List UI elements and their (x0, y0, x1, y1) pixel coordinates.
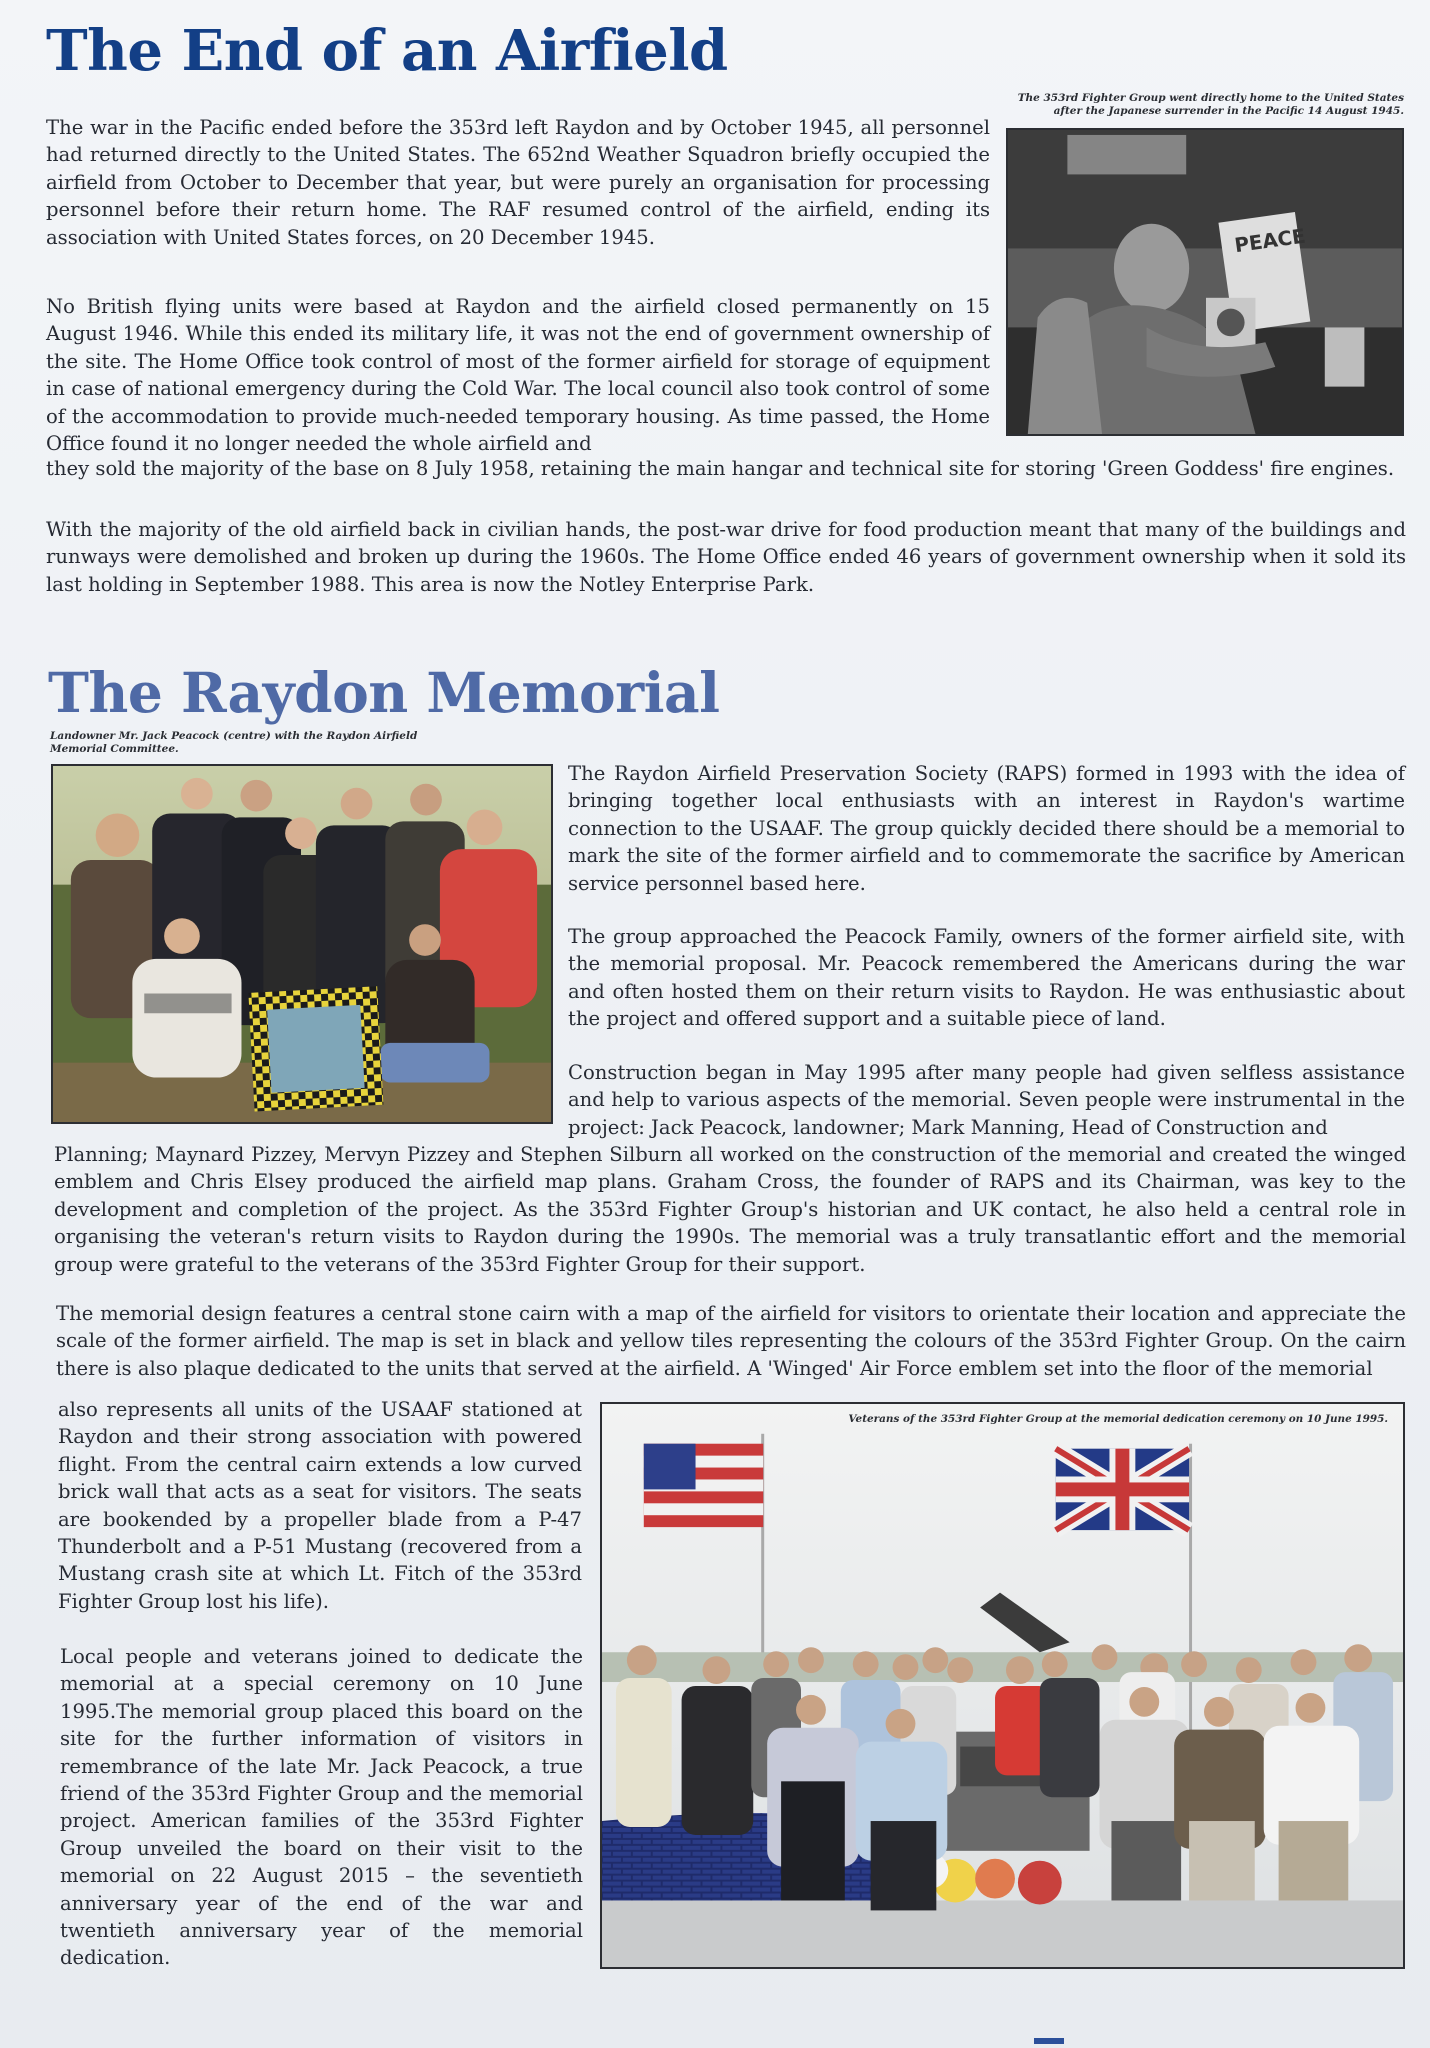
photo-caption-peace: The 353rd Fighter Group went directly home to the United States after the Japanese surrender in the Pacific 14 August 1945. (1017, 92, 1404, 117)
newspaper-headline: PEACE (1233, 224, 1307, 258)
paragraph-memorial-1: The Raydon Airfield Preservation Society (RAPS) formed in 1993 with the idea of bringing together local enthusiasts with an interest in Raydon's wartime connection to the USAAF. The group quickly decided there should be a memorial to mark the site of the former airfield and to commemorate the sacrifice by American service personnel based here. (568, 762, 1405, 895)
paragraph-memorial-4-tail: also represents all units of the USAAF stationed at Raydon and their strong association with powered flight. From the central cairn extends a low curved brick wall that acts as a seat for visitors. The seats are bookended by a propeller blade from a P-47 Thunderbolt and a P-51 Mustang (recovered from a Mustang crash site at which Lt. Fitch of the 353rd Fighter Group lost his life). (58, 1398, 582, 1613)
paragraph-memorial-2: The group approached the Peacock Family, owners of the former airfield site, with the memorial proposal. Mr. Peacock remembered the Americans during the war and often hosted them on their return visits to Raydon. He was enthusiastic about the project and offered support and a suitable piece of land. (568, 925, 1405, 1031)
section-title-end-of-airfield: The End of an Airfield (46, 18, 728, 84)
photo-soldier-reading-newspaper (1006, 128, 1404, 436)
paragraph-end-1: The war in the Pacific ended before the 353rd left Raydon and by October 1945, all personnel had returned directly to the United States. The 652nd Weather Squadron briefly occupied the airfield from October to December that year, but were purely an organisation for processing personnel before their return home. The RAF resumed control of the airfield, ending its association with United States forces, on 20 December 1945. (46, 116, 990, 249)
paragraph-memorial-5: Local people and veterans joined to dedicate the memorial at a special ceremony on 10 June 1995.The memorial group placed this board on the site for the further information of visitors in remembrance of the late Mr. Jack Peacock, a true friend of the 353rd Fighter Group and the memorial project. American families of the 353rd Fighter Group unveiled the board on their visit to the memorial on 22 August 2015 – the seventieth anniversary year of the end of the war and twentieth anniversary year of the memorial dedication. (60, 1645, 583, 1970)
paragraph-end-3: With the majority of the old airfield back in civilian hands, the post-war drive for food production meant that many of the buildings and runways were demolished and broken up during the 1960s. The Home Office ended 46 years of government ownership when it sold its last holding in September 1988. This area is now the Notley Enterprise Park. (46, 518, 1406, 596)
footer-blue-mark (1034, 2038, 1064, 2044)
photo-caption-committee: Landowner Mr. Jack Peacock (centre) with the Raydon Airfield Memorial Committee. (50, 730, 418, 755)
paragraph-end-2: No British flying units were based at Raydon and the airfield closed permanently on 15 August 1946. While this ended its military life, it was not the end of government ownership of the site. The Home Office took control of most of the former airfield for storage of equipment in case of national emergency during the Cold War. The local council also took control of some of the accommodation to provide much-needed temporary housing. As time passed, the Home Office found it no longer needed the whole airfield and (46, 295, 990, 456)
photo-veterans-dedication (600, 1402, 1405, 1969)
paragraph-end-2-tail: they sold the majority of the base on 8 July 1958, retaining the main hangar and technical site for storing 'Green Goddess' fire engines. (46, 457, 1395, 480)
paragraph-memorial-3: Construction began in May 1995 after many people had given selfless assistance and help to various aspects of the memorial. Seven people were instrumental in the project: Jack Peacock, landowner; Mark Manning, Head of Construction and (568, 1061, 1405, 1139)
photo-caption-veterans: Veterans of the 353rd Fighter Group at the memorial dedication ceremony on 10 June 1995. (848, 1412, 1389, 1425)
paragraph-memorial-4: The memorial design features a central stone cairn with a map of the airfield for visitors to orientate their location and appreciate the scale of the former airfield. The map is set in black and yellow tiles representing the colours of the 353rd Fighter Group. On the cairn there is also plaque dedicated to the units that served at the airfield. A 'Winged' Air Force emblem set into the floor of the memorial (56, 1302, 1406, 1380)
photo-memorial-committee (51, 764, 553, 1124)
section-title-raydon-memorial: The Raydon Memorial (48, 660, 720, 725)
paragraph-memorial-3-tail: Planning; Maynard Pizzey, Mervyn Pizzey and Stephen Silburn all worked on the construction of the memorial and created the winged emblem and Chris Elsey produced the airfield map plans. Graham Cross, the founder of RAPS and its Chairman, was key to the development and completion of the project. As the 353rd Fighter Group's historian and UK contact, he also held a central role in organising the veteran's return visits to Raydon during the 1990s. The memorial was a truly transatlantic effort and the memorial group were grateful to the veterans of the 353rd Fighter Group for their support. (54, 1143, 1406, 1276)
